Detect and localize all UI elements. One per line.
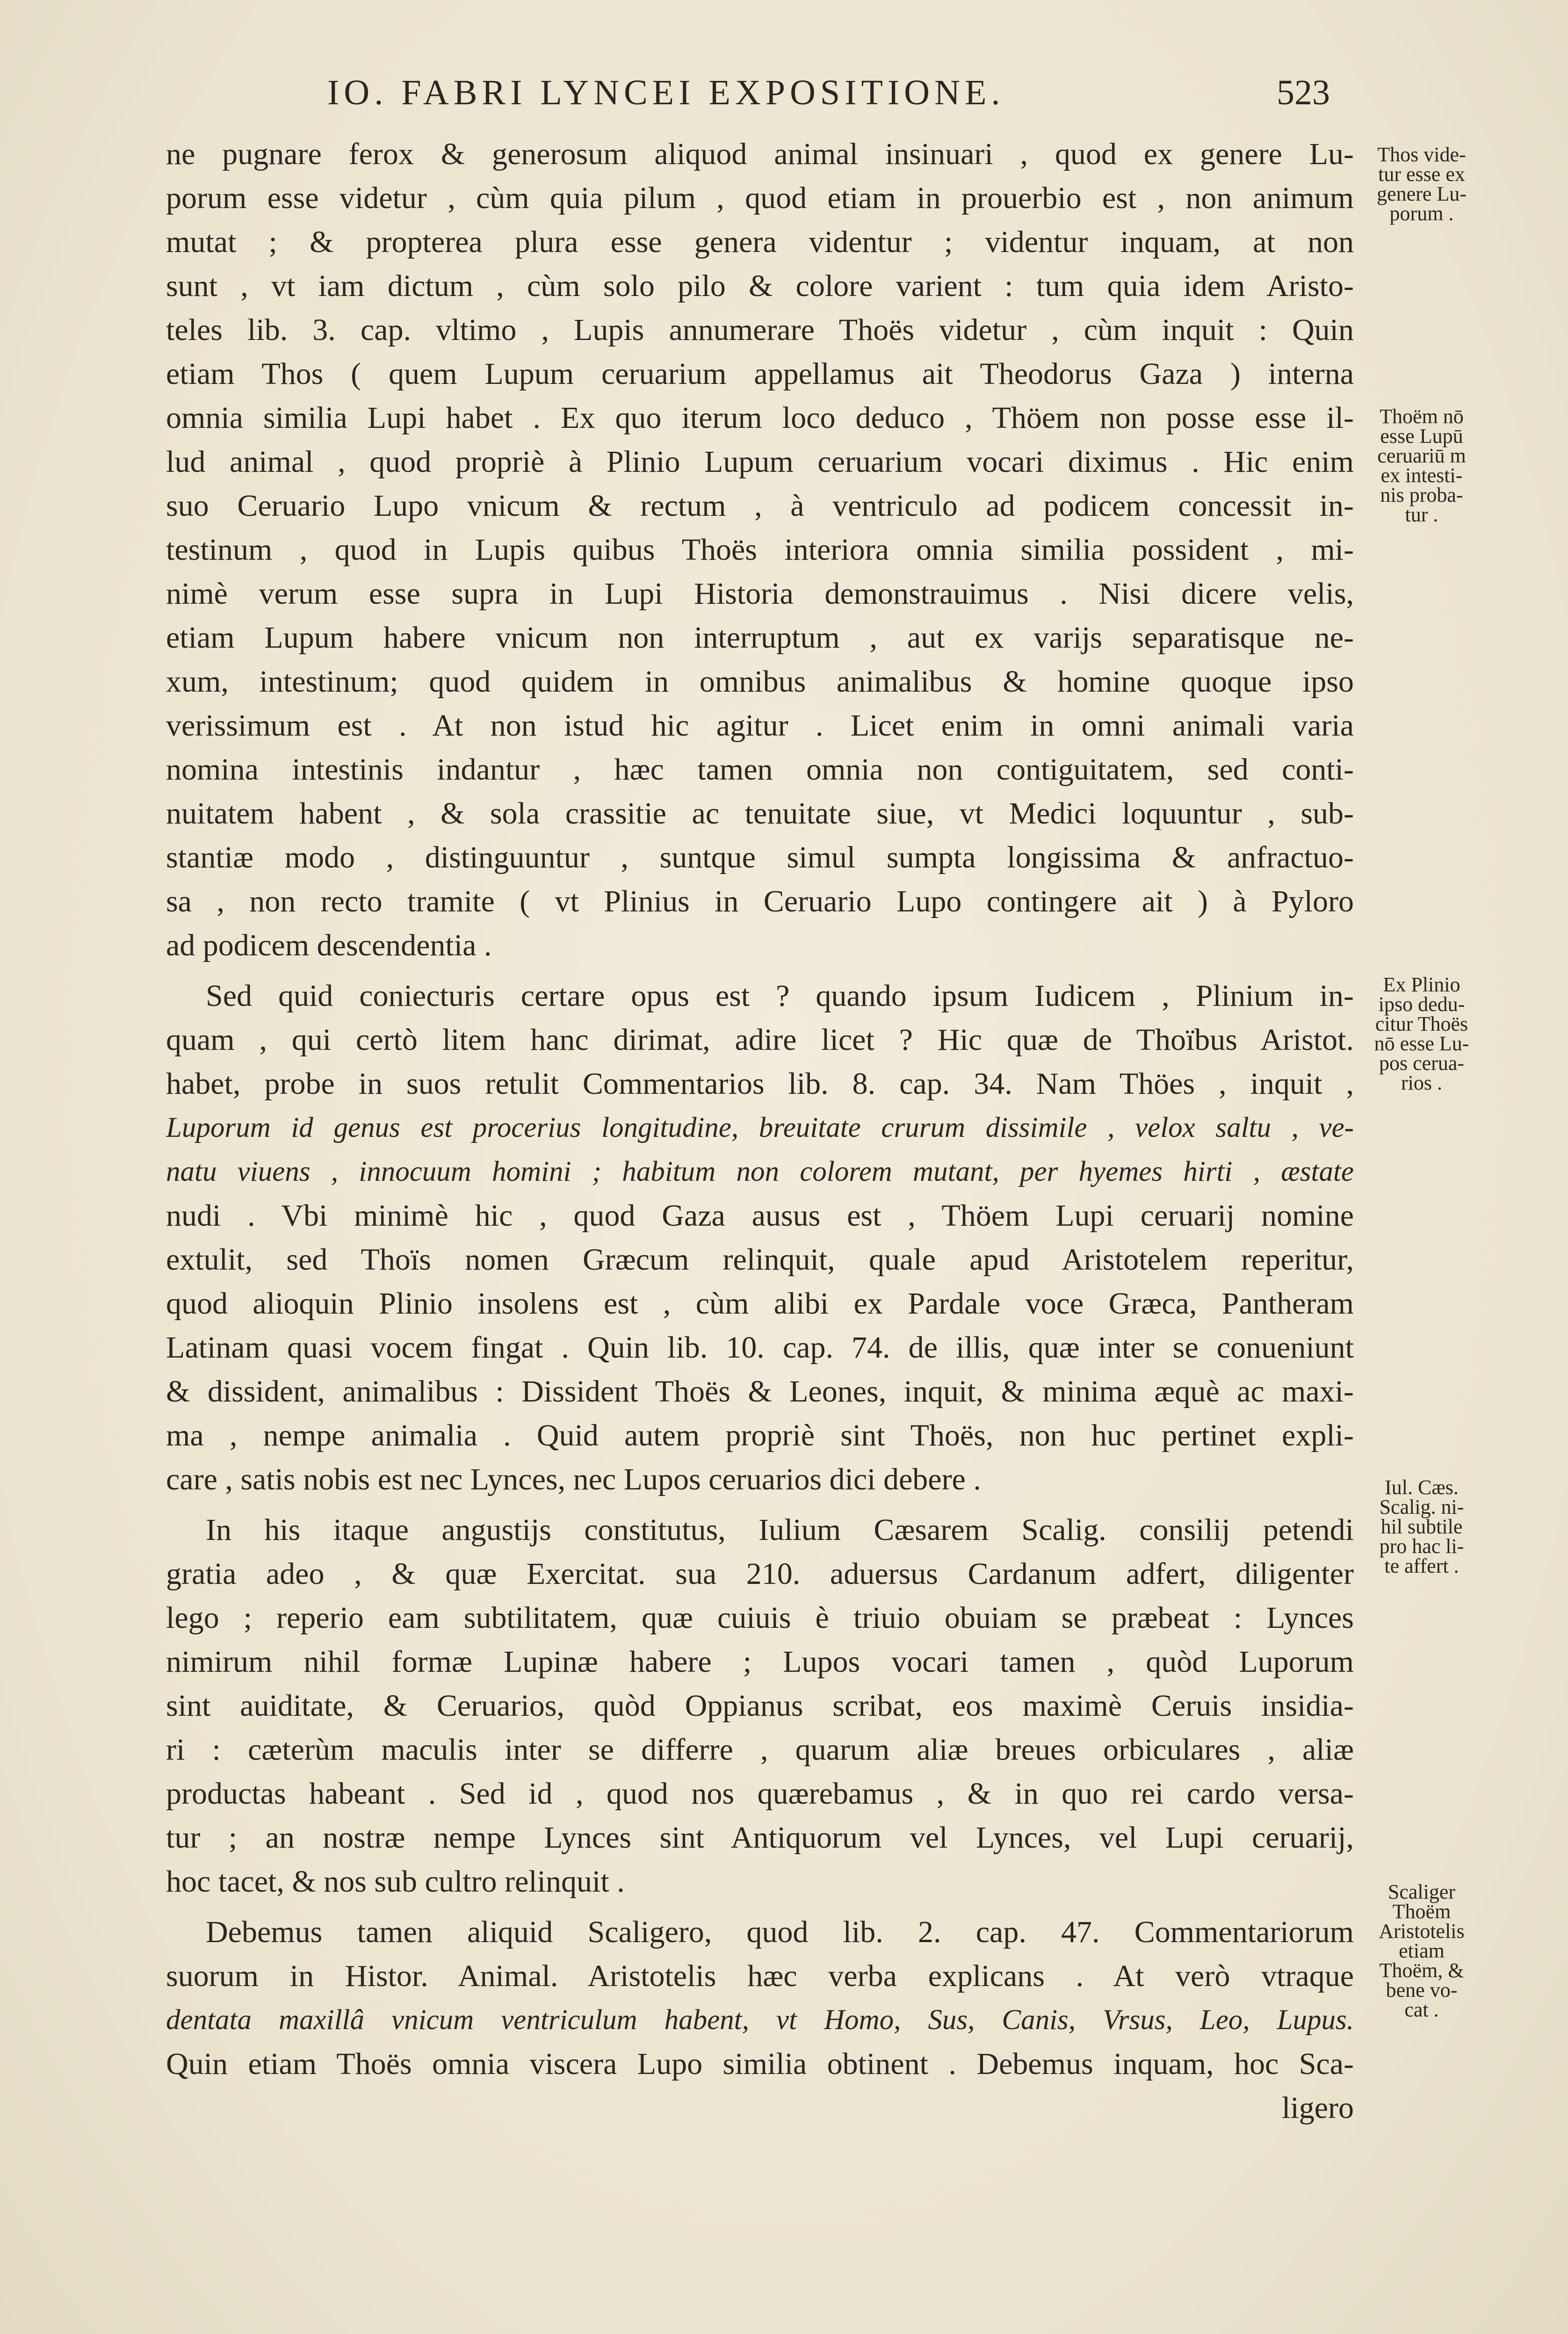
text-line: sint auiditate, & Ceruarios, quòd Oppianus scribat, eos maximè Ceruis insidia- <box>166 1689 1354 1723</box>
text-line: verissimum est . At non istud hic agitur . Licet enim in omni animali varia <box>166 708 1354 743</box>
text-line: ri : cæterùm maculis inter se differre , quarum aliæ breues orbiculares , aliæ <box>166 1733 1354 1767</box>
text-line: dentata maxillâ vnicum ventriculum habent, vt Homo, Sus, Canis, Vrsus, Leo, Lupus. <box>166 2004 1354 2036</box>
main-text-block <box>166 132 1354 2130</box>
text-line: tur ; an nostræ nempe Lynces sint Antiquorum vel Lynces, vel Lupi ceruarij, <box>166 1821 1354 1855</box>
text-line: ma , nempe animalia . Quid autem propriè sint Thoës, non huc pertinet expli- <box>166 1418 1354 1452</box>
text-line: testinum , quod in Lupis quibus Thoës interiora omnia similia possident , mi- <box>166 533 1354 567</box>
text-line: lud animal , quod propriè à Plinio Lupum ceruarium vocari diximus . Hic enim <box>166 445 1354 479</box>
marginal-note: Thos vide- tur esse ex genere Lu- porum . <box>1377 143 1467 225</box>
marginal-note: Iul. Cæs. Scalig. ni- hil subtile pro hac li- te affert . <box>1379 1476 1464 1577</box>
text-line: nudi . Vbi minimè hic , quod Gaza ausus est , Thöem Lupi ceruarij nomine <box>166 1199 1354 1233</box>
text-line: Quin etiam Thoës omnia viscera Lupo similia obtinent . Debemus inquam, hoc Sca- <box>166 2047 1354 2081</box>
text-line: hoc tacet, & nos sub cultro relinquit . <box>166 1864 625 1899</box>
text-line: ad podicem descendentia . <box>166 928 492 962</box>
text-line: ne pugnare ferox & generosum aliquod animal insinuari , quod ex genere Lu- <box>166 137 1354 171</box>
text-line: teles lib. 3. cap. vltimo , Lupis annumerare Thoës videtur , cùm inquit : Quin <box>166 313 1354 347</box>
text-line: nimirum nihil formæ Lupinæ habere ; Lupos vocari tamen , quòd Luporum <box>166 1645 1354 1679</box>
text-line: quam , qui certò litem hanc dirimat, adire licet ? Hic quæ de Thoïbus Aristot. <box>166 1023 1354 1057</box>
text-line: quod alioquin Plinio insolens est , cùm alibi ex Pardale voce Græca, Pantheram <box>166 1286 1354 1321</box>
text-line: porum esse videtur , cùm quia pilum , quod etiam in prouerbio est , non animum <box>166 181 1354 215</box>
text-line: & dissident, animalibus : Dissident Thoës & Leones, inquit, & minima æquè ac maxi- <box>166 1374 1354 1409</box>
text-line: omnia similia Lupi habet . Ex quo iterum loco deduco , Thöem non posse esse il- <box>166 401 1354 435</box>
text-line: etiam Lupum habere vnicum non interruptum , aut ex varijs separatisque ne- <box>166 621 1354 655</box>
text-line: xum, intestinum; quod quidem in omnibus animalibus & homine quoque ipso <box>166 665 1354 699</box>
text-line: suo Ceruario Lupo vnicum & rectum , à ventriculo ad podicem concessit in- <box>166 489 1354 523</box>
text-line: stantiæ modo , distinguuntur , suntque simul sumpta longissima & anfractuo- <box>166 840 1354 874</box>
paragraph-start-line: Debemus tamen aliquid Scaligero, quod lib. 2. cap. 47. Commentariorum <box>206 1915 1354 1949</box>
text-line: gratia adeo , & quæ Exercitat. sua 210. aduersus Cardanum adfert, diligenter <box>166 1557 1354 1591</box>
text-line: lego ; reperio eam subtilitatem, quæ cuiuis è triuio obuiam se præbeat : Lynces <box>166 1601 1354 1635</box>
marginal-note: Scaliger Thoëm Aristotelis etiam Thoëm, & bene vo- cat . <box>1379 1880 1465 2021</box>
text-line: nuitatem habent , & sola crassitie ac tenuitate siue, vt Medici loquuntur , sub- <box>166 796 1354 831</box>
text-line: sunt , vt iam dictum , cùm solo pilo & colore varient : tum quia idem Aristo- <box>166 269 1354 303</box>
marginal-note: Thoëm nō esse Lupū ceruariū m ex intesti- nis proba- tur . <box>1377 405 1466 526</box>
marginal-note: Ex Plinio ipso dedu- citur Thoës nō esse Lu- pos cerua- rios . <box>1374 973 1469 1094</box>
text-line: nimè verum esse supra in Lupi Historia demonstrauimus . Nisi dicere velis, <box>166 577 1354 611</box>
paragraph-start-line: In his itaque angustijs constitutus, Iulium Cæsarem Scalig. consilij petendi <box>206 1513 1354 1547</box>
text-line: natu viuens , innocuum homini ; habitum non colorem mutant, per hyemes hirti , æstate <box>166 1156 1354 1187</box>
text-line: Latinam quasi vocem fingat . Quin lib. 10. cap. 74. de illis, quæ inter se conueniunt <box>166 1330 1354 1365</box>
text-line: habet, probe in suos retulit Commentarios lib. 8. cap. 34. Nam Thöes , inquit , <box>166 1067 1354 1101</box>
text-line: mutat ; & propterea plura esse genera videntur ; videntur inquam, at non <box>166 225 1354 259</box>
text-line: productas habeant . Sed id , quod nos quærebamus , & in quo rei cardo versa- <box>166 1777 1354 1811</box>
text-line: nomina intestinis indantur , hæc tamen omnia non contiguitatem, sed conti- <box>166 752 1354 787</box>
text-line: etiam Thos ( quem Lupum ceruarium appellamus ait Theodorus Gaza ) interna <box>166 357 1354 391</box>
text-line: extulit, sed Thoïs nomen Græcum relinquit, quale apud Aristotelem reperitur, <box>166 1243 1354 1277</box>
page-number: 523 <box>1277 73 1330 112</box>
paragraph-start-line: Sed quid coniecturis certare opus est ? quando ipsum Iudicem , Plinium in- <box>206 979 1354 1013</box>
catchword-line: ligero <box>1282 2091 1354 2125</box>
text-line: suorum in Histor. Animal. Aristotelis hæc verba explicans . At verò vtraque <box>166 1959 1354 1993</box>
text-line: care , satis nobis est nec Lynces, nec Lupos ceruarios dici debere . <box>166 1462 981 1496</box>
text-line: Luporum id genus est procerius longitudine, breuitate crurum dissimile , velox saltu , ve- <box>166 1112 1354 1143</box>
text-line: sa , non recto tramite ( vt Plinius in Ceruario Lupo contingere ait ) à Pyloro <box>166 884 1354 918</box>
running-title: IO. FABRI LYNCEI EXPOSITIONE. <box>327 73 1005 112</box>
